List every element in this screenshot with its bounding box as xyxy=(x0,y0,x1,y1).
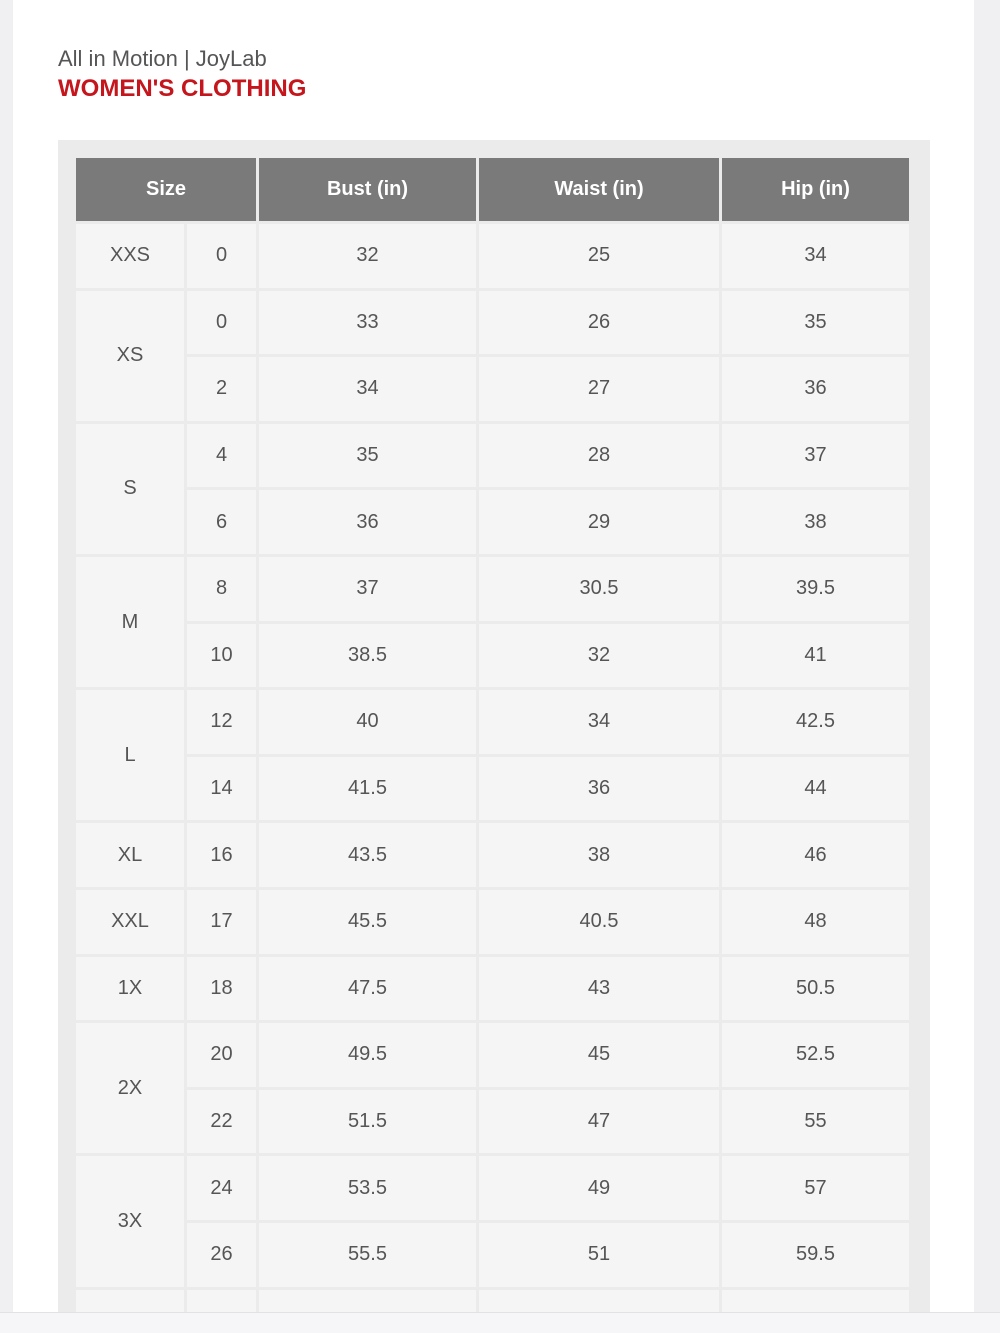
table-row xyxy=(76,557,909,621)
waist-cell: 38 xyxy=(479,823,719,887)
waist-cell: 49 xyxy=(479,1156,719,1220)
size-label-cell: L xyxy=(76,690,184,820)
waist-cell: 25 xyxy=(479,224,719,288)
bust-cell: 43.5 xyxy=(259,823,476,887)
size-label-cell: XXS xyxy=(76,224,184,288)
numeric-size-cell: 24 xyxy=(187,1156,256,1220)
numeric-size-cell: 14 xyxy=(187,757,256,821)
bust-cell: 35 xyxy=(259,424,476,488)
hip-cell: 34 xyxy=(722,224,909,288)
numeric-size-cell: 12 xyxy=(187,690,256,754)
table-row xyxy=(76,424,909,488)
bust-cell: 32 xyxy=(259,224,476,288)
waist-cell: 36 xyxy=(479,757,719,821)
size-label-cell: 3X xyxy=(76,1156,184,1286)
hip-cell: 41 xyxy=(722,624,909,688)
numeric-size-cell: 20 xyxy=(187,1023,256,1087)
numeric-size-cell: 22 xyxy=(187,1090,256,1154)
bust-cell: 45.5 xyxy=(259,890,476,954)
hip-cell: 36 xyxy=(722,357,909,421)
hip-cell: 39.5 xyxy=(722,557,909,621)
bust-cell: 34 xyxy=(259,357,476,421)
size-table-body xyxy=(76,224,909,1312)
column-header-waist: Waist (in) xyxy=(479,158,719,221)
numeric-size-cell: 6 xyxy=(187,490,256,554)
size-table xyxy=(73,155,912,1312)
numeric-size-cell: 0 xyxy=(187,291,256,355)
size-label-cell: S xyxy=(76,424,184,554)
size-chart-page xyxy=(13,0,974,1312)
table-row xyxy=(76,823,909,887)
hip-cell: 38 xyxy=(722,490,909,554)
table-row xyxy=(76,624,909,688)
hip-cell: 59.5 xyxy=(722,1223,909,1287)
bust-cell: 53.5 xyxy=(259,1156,476,1220)
bust-cell: 47.5 xyxy=(259,957,476,1021)
waist-cell xyxy=(479,1290,719,1313)
numeric-size-cell: 4 xyxy=(187,424,256,488)
size-label-cell: XL xyxy=(76,823,184,887)
waist-cell: 32 xyxy=(479,624,719,688)
hip-cell xyxy=(722,1290,909,1313)
numeric-size-cell: 18 xyxy=(187,957,256,1021)
numeric-size-cell: 16 xyxy=(187,823,256,887)
table-row xyxy=(76,224,909,288)
table-row xyxy=(76,1023,909,1087)
waist-cell: 51 xyxy=(479,1223,719,1287)
bust-cell: 40 xyxy=(259,690,476,754)
waist-cell: 47 xyxy=(479,1090,719,1154)
table-row xyxy=(76,1090,909,1154)
bust-cell: 33 xyxy=(259,291,476,355)
hip-cell: 44 xyxy=(722,757,909,821)
bust-cell: 55.5 xyxy=(259,1223,476,1287)
waist-cell: 34 xyxy=(479,690,719,754)
brand-title: All in Motion | JoyLab xyxy=(58,46,267,71)
column-header-size: Size xyxy=(76,158,256,221)
column-header-hip: Hip (in) xyxy=(722,158,909,221)
category-title: WOMEN'S CLOTHING xyxy=(58,75,307,102)
table-row xyxy=(76,490,909,554)
waist-cell: 29 xyxy=(479,490,719,554)
numeric-size-cell: 17 xyxy=(187,890,256,954)
size-label-cell: 2X xyxy=(76,1023,184,1153)
numeric-size-cell: 0 xyxy=(187,224,256,288)
bust-cell: 37 xyxy=(259,557,476,621)
bust-cell: 38.5 xyxy=(259,624,476,688)
numeric-size-cell xyxy=(187,1290,256,1313)
hip-cell: 50.5 xyxy=(722,957,909,1021)
bottom-bar xyxy=(0,1312,1000,1333)
hip-cell: 35 xyxy=(722,291,909,355)
hip-cell: 55 xyxy=(722,1090,909,1154)
hip-cell: 37 xyxy=(722,424,909,488)
hip-cell: 57 xyxy=(722,1156,909,1220)
table-row xyxy=(76,1290,909,1313)
waist-cell: 45 xyxy=(479,1023,719,1087)
numeric-size-cell: 2 xyxy=(187,357,256,421)
size-label-cell: XS xyxy=(76,291,184,421)
table-header-row xyxy=(76,158,909,221)
hip-cell: 52.5 xyxy=(722,1023,909,1087)
size-label-cell: XXL xyxy=(76,890,184,954)
waist-cell: 40.5 xyxy=(479,890,719,954)
waist-cell: 27 xyxy=(479,357,719,421)
waist-cell: 30.5 xyxy=(479,557,719,621)
waist-cell: 43 xyxy=(479,957,719,1021)
bust-cell: 36 xyxy=(259,490,476,554)
table-row xyxy=(76,357,909,421)
numeric-size-cell: 10 xyxy=(187,624,256,688)
hip-cell: 48 xyxy=(722,890,909,954)
bust-cell: 51.5 xyxy=(259,1090,476,1154)
table-row xyxy=(76,1223,909,1287)
hip-cell: 42.5 xyxy=(722,690,909,754)
size-label-cell: M xyxy=(76,557,184,687)
size-table-panel xyxy=(58,140,930,1312)
column-header-bust: Bust (in) xyxy=(259,158,476,221)
waist-cell: 28 xyxy=(479,424,719,488)
table-row xyxy=(76,890,909,954)
bust-cell xyxy=(259,1290,476,1313)
bust-cell: 49.5 xyxy=(259,1023,476,1087)
numeric-size-cell: 8 xyxy=(187,557,256,621)
waist-cell: 26 xyxy=(479,291,719,355)
numeric-size-cell: 26 xyxy=(187,1223,256,1287)
table-row xyxy=(76,957,909,1021)
size-label-cell: 1X xyxy=(76,957,184,1021)
table-row xyxy=(76,690,909,754)
bust-cell: 41.5 xyxy=(259,757,476,821)
hip-cell: 46 xyxy=(722,823,909,887)
table-row xyxy=(76,1156,909,1220)
size-label-cell xyxy=(76,1290,184,1313)
table-row xyxy=(76,757,909,821)
table-row xyxy=(76,291,909,355)
